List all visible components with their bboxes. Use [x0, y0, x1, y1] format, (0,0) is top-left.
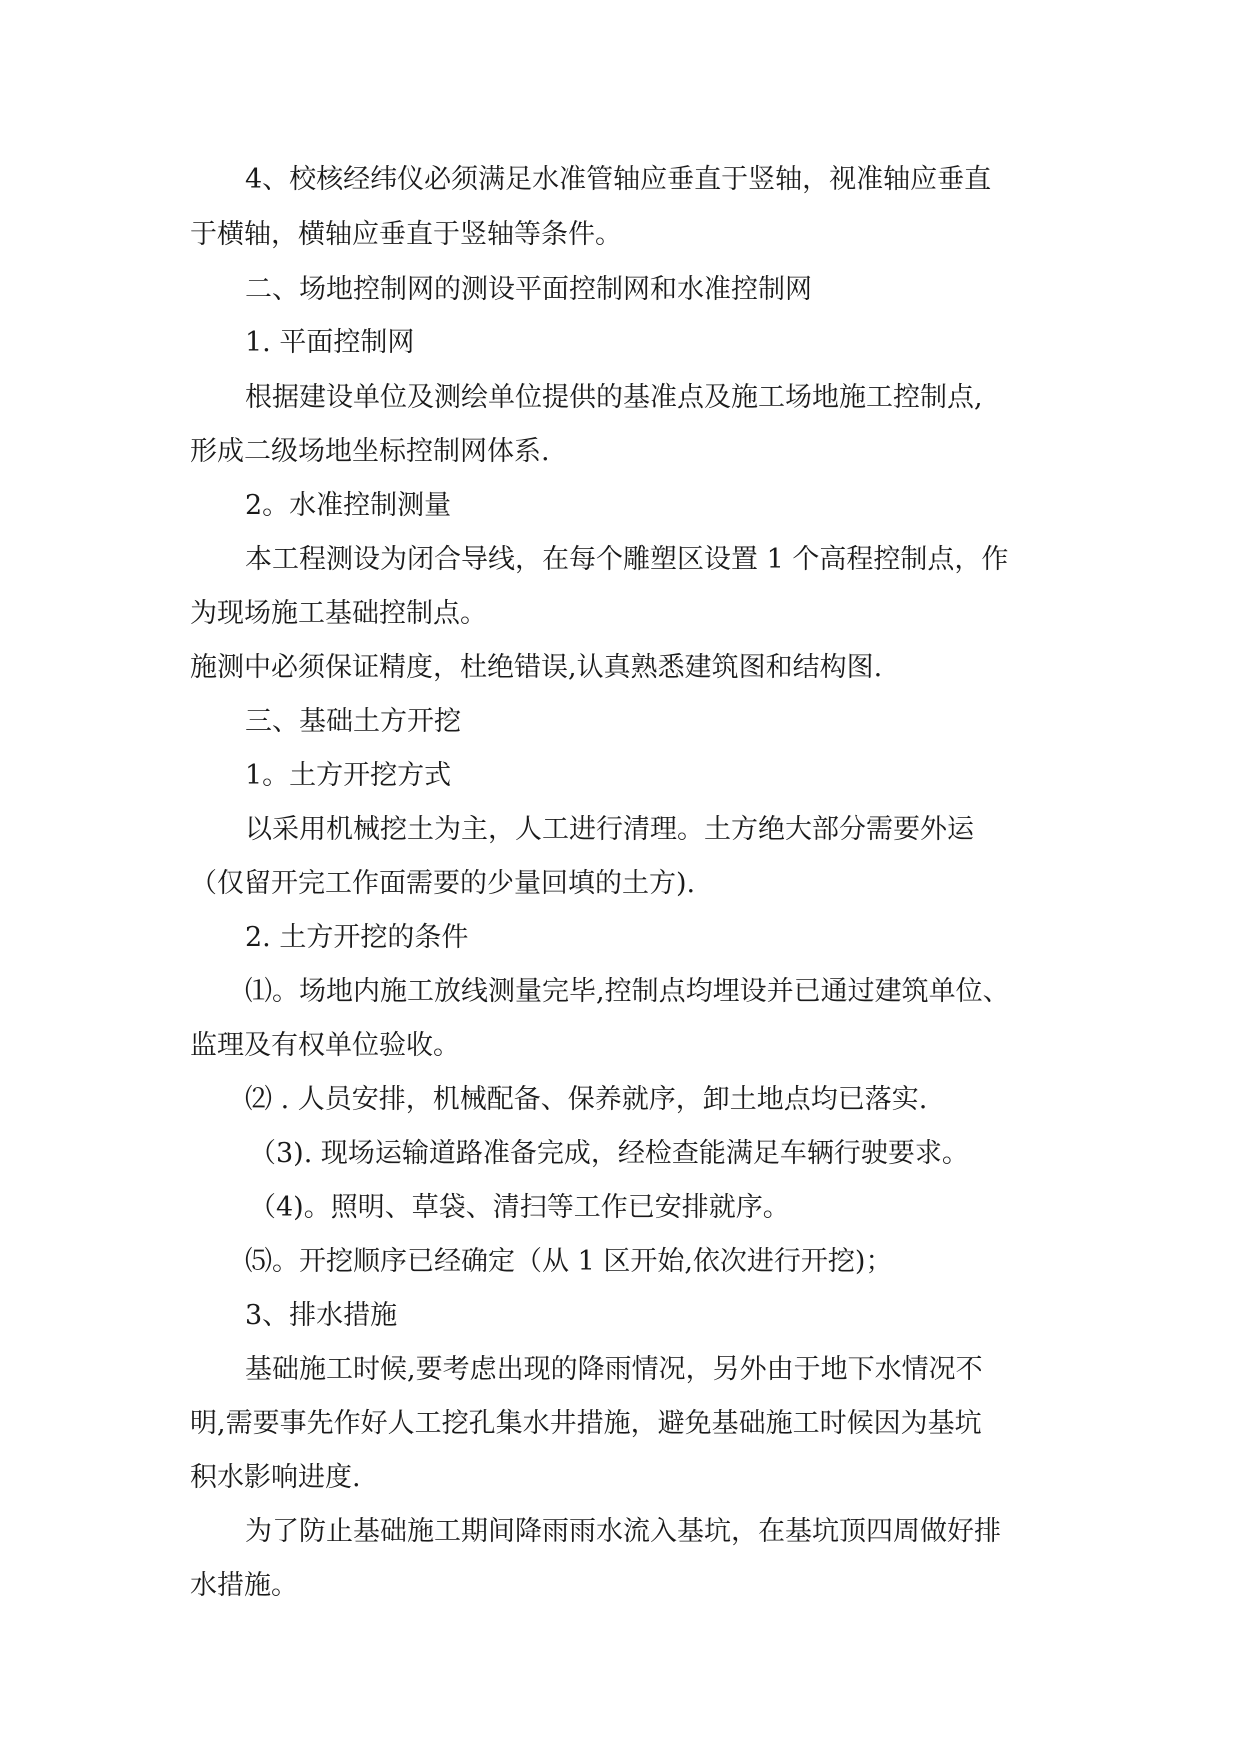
paragraph-line: 4、校核经纬仪必须满足水准管轴应垂直于竖轴，视准轴应垂直 — [245, 164, 992, 195]
paragraph-line: （仅留开完工作面需要的少量回填的土方). — [190, 868, 696, 899]
paragraph-line: 基础施工时候,要考虑出现的降雨情况，另外由于地下水情况不 — [245, 1354, 983, 1385]
list-item-continuation: 监理及有权单位验收。 — [190, 1030, 460, 1061]
subsection-heading: 2. 土方开挖的条件 — [245, 922, 469, 953]
paragraph-line: 水措施。 — [190, 1570, 298, 1601]
subsection-heading: 1. 平面控制网 — [245, 327, 415, 358]
paragraph-line: 根据建设单位及测绘单位提供的基准点及施工场地施工控制点, — [245, 382, 983, 413]
paragraph-line: 积水影响进度. — [190, 1462, 361, 1493]
list-item: ⑵ . 人员安排，机械配备、保养就序，卸土地点均已落实. — [245, 1084, 928, 1115]
paragraph-line: 施测中必须保证精度，杜绝错误,认真熟悉建筑图和结构图. — [190, 652, 883, 683]
list-item: ⑴。场地内施工放线测量完毕,控制点均埋设并已通过建筑单位、 — [245, 976, 1010, 1007]
paragraph-line: 明,需要事先作好人工挖孔集水井措施，避免基础施工时候因为基坑 — [190, 1408, 982, 1439]
list-item: ⑸。开挖顺序已经确定（从 1 区开始,依次进行开挖)； — [245, 1246, 893, 1277]
subsection-heading: 1。土方开挖方式 — [245, 760, 452, 791]
subsection-heading: 3、排水措施 — [245, 1300, 398, 1331]
subsection-heading: 2。水准控制测量 — [245, 490, 452, 521]
paragraph-line: 为了防止基础施工期间降雨雨水流入基坑，在基坑顶四周做好排 — [245, 1516, 1001, 1547]
section-heading: 三、基础土方开挖 — [245, 706, 461, 737]
paragraph-line: 为现场施工基础控制点。 — [190, 598, 487, 629]
list-item: （3). 现场运输道路准备完成，经检查能满足车辆行驶要求。 — [249, 1138, 969, 1169]
section-heading: 二、场地控制网的测设平面控制网和水准控制网 — [245, 274, 812, 305]
paragraph-line: 形成二级场地坐标控制网体系. — [190, 436, 550, 467]
paragraph-line: 本工程测设为闭合导线，在每个雕塑区设置 1 个高程控制点，作 — [245, 544, 1009, 575]
paragraph-line: 于横轴，横轴应垂直于竖轴等条件。 — [190, 219, 622, 250]
paragraph-line: 以采用机械挖土为主，人工进行清理。土方绝大部分需要外运 — [245, 814, 974, 845]
list-item: （4)。照明、草袋、清扫等工作已安排就序。 — [249, 1192, 790, 1223]
